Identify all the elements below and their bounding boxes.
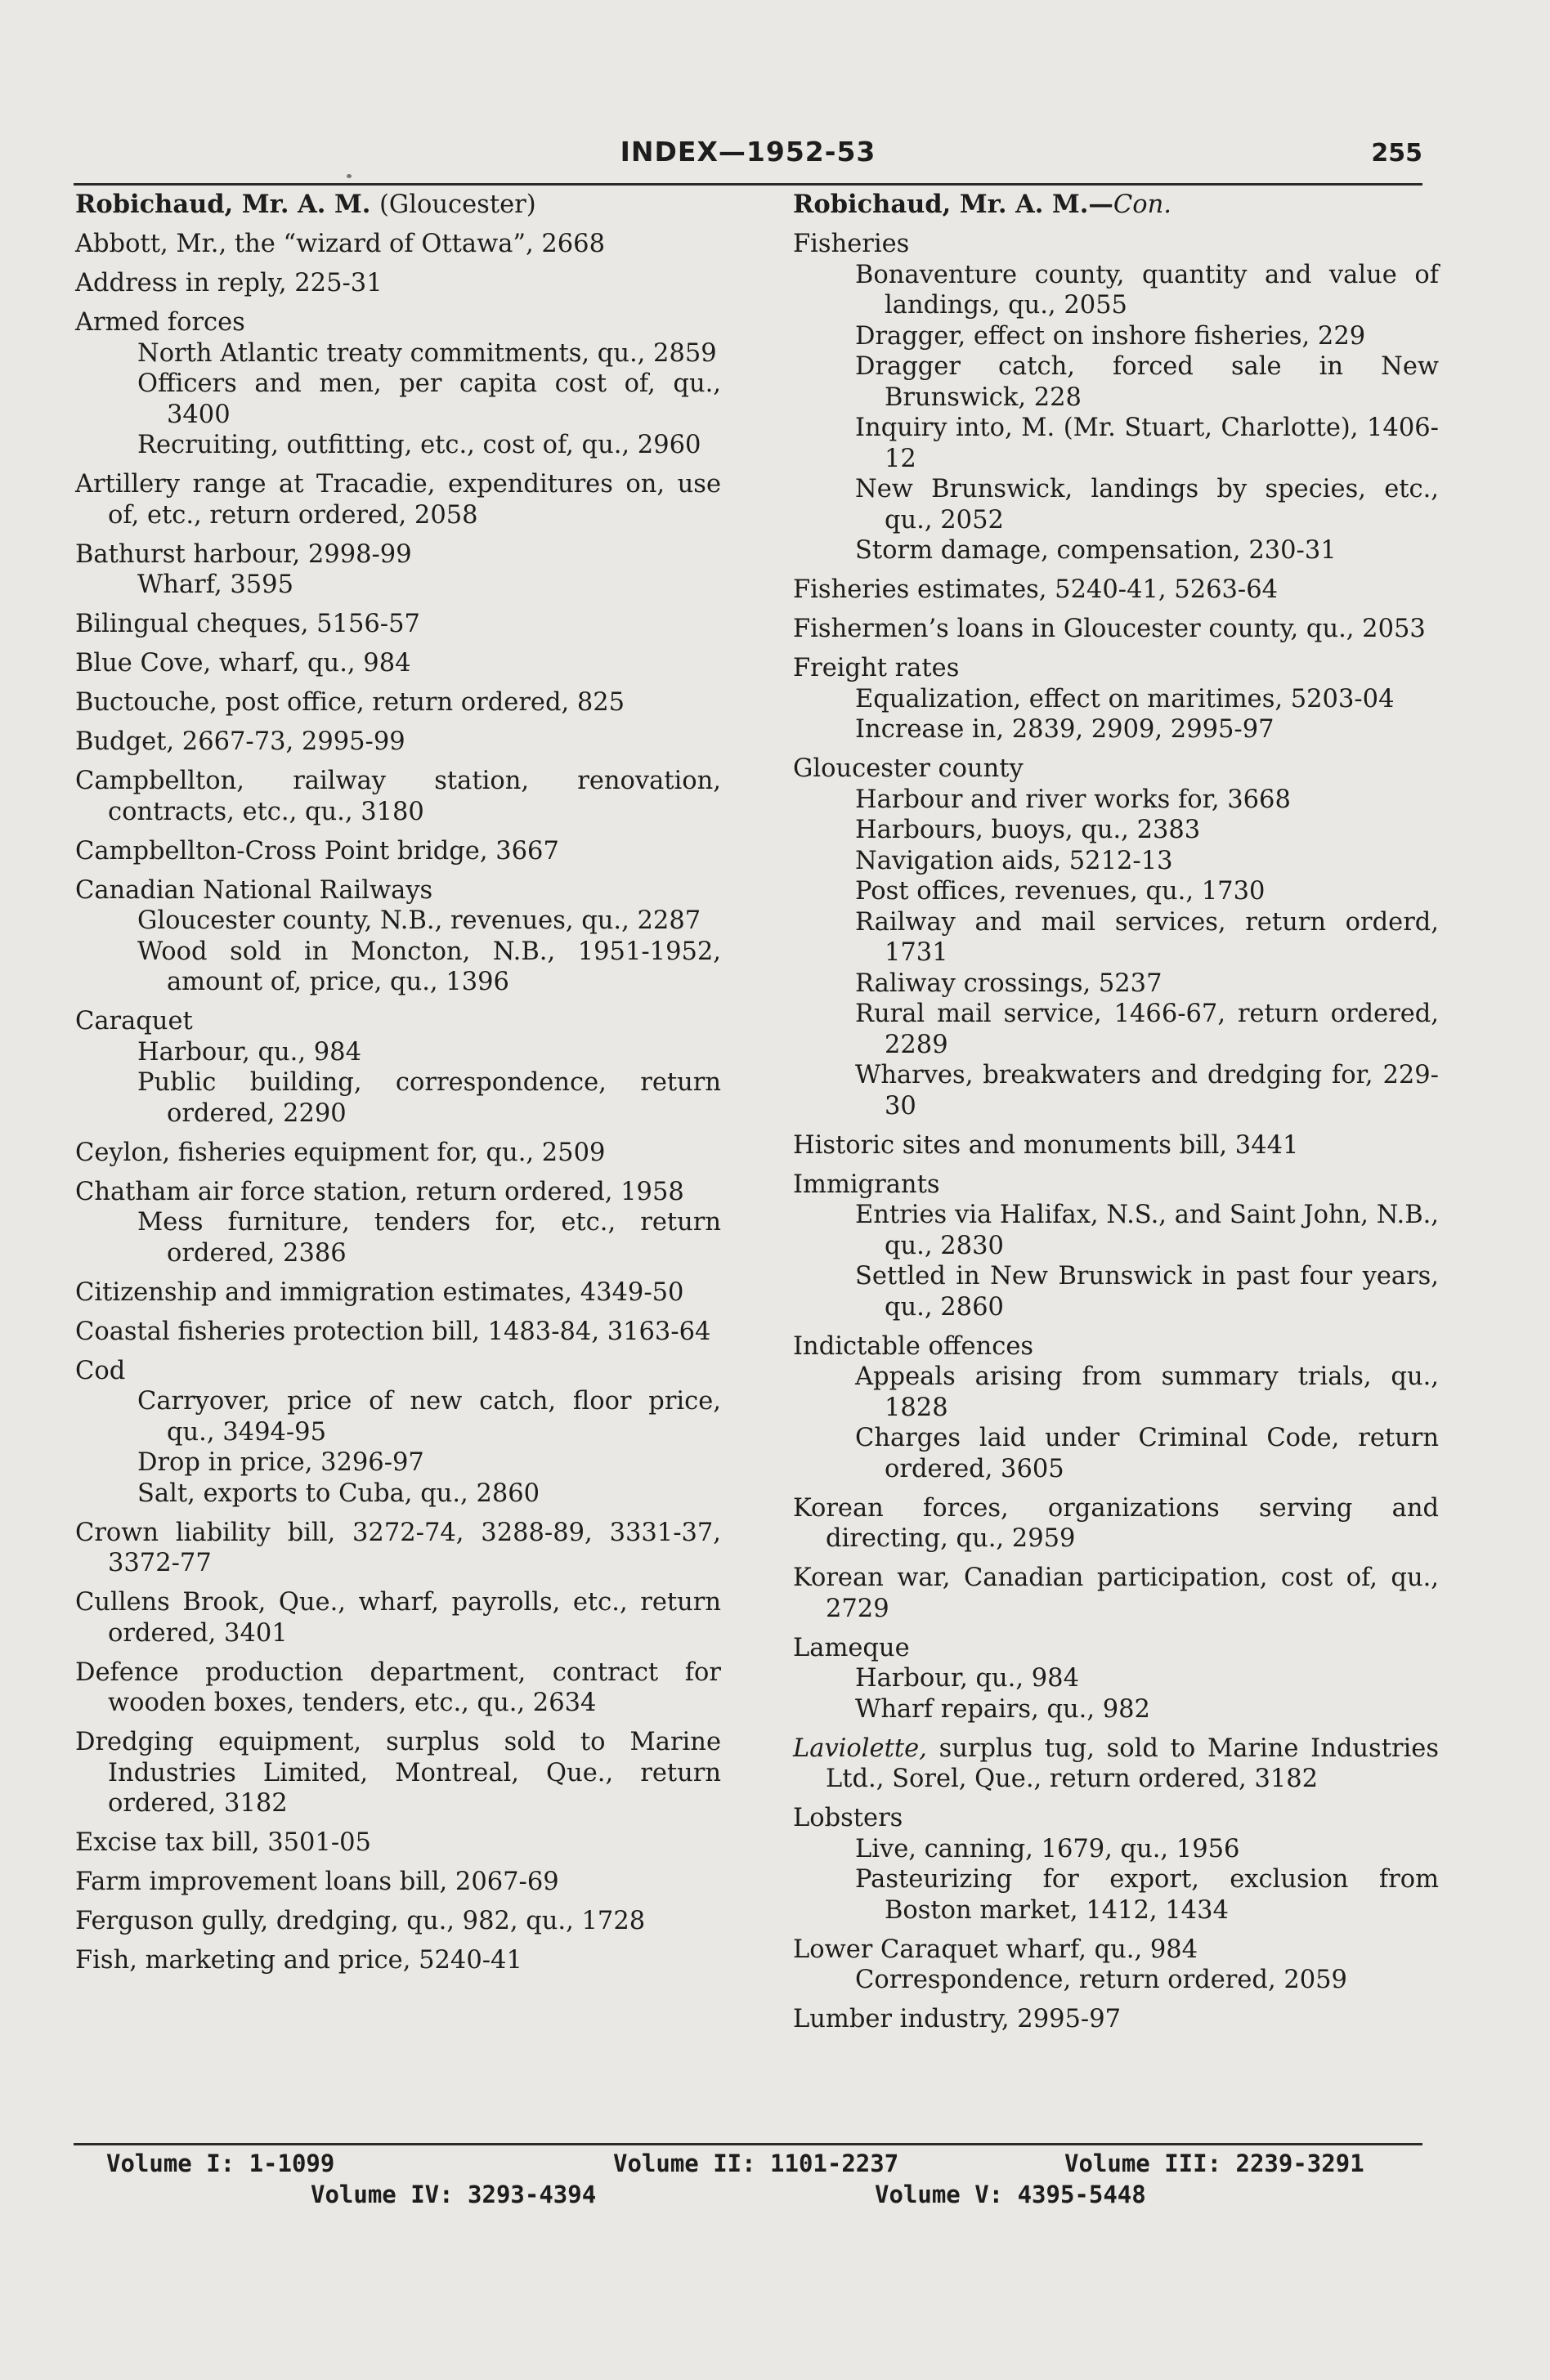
entry-text: Fisheries [793,230,910,258]
index-entry [793,614,1439,645]
index-subentry [75,1386,721,1447]
index-subentry [793,1834,1439,1865]
entry-text: Increase in, 2839, 2909, 2995-97 [855,715,1274,744]
entry-text: Ceylon, fisheries equipment for, qu., 2509 [75,1138,606,1167]
index-entry [793,1734,1439,1795]
entry-text: Raliway crossings, 5237 [855,969,1162,998]
entry-text: Pasteurizing for export, exclusion from Boston market, 1412, 1434 [855,1865,1439,1925]
index-entry [75,609,721,640]
index-subentry [793,876,1439,907]
entry-text: Storm damage, compensation, 230-31 [855,536,1337,565]
entry-text: Lameque [793,1633,910,1662]
page-number: 255 [1371,139,1422,168]
entry-text: Historic sites and monuments bill, 3441 [793,1130,1299,1160]
entry-text: Gloucester county, N.B., revenues, qu., 2287 [137,906,701,935]
index-entry [75,1906,721,1937]
footer-rule [74,2143,1422,2145]
index-entry [793,1331,1439,1362]
index-subentry [75,338,721,369]
entry-text: New Brunswick, landings by species, etc., qu., 2052 [855,475,1439,535]
index-subentry [75,1067,721,1129]
index-entry [75,268,721,299]
index-entry [75,1356,721,1387]
entry-text: Lobsters [793,1804,903,1832]
index-column-right [793,190,1439,2043]
index-entry [75,1006,721,1037]
index-subentry [793,1060,1439,1121]
index-subentry [793,1965,1439,1996]
entry-text: Dredging equipment, surplus sold to Marine Industries Limited, Montreal, Que., return ordered, 3182 [75,1728,721,1818]
index-subentry [793,785,1439,816]
entry-text: Abbott, Mr., the “wizard of Ottawa”, 2668 [75,230,605,258]
volume-5-range: Volume V: 4395-5448 [875,2181,1146,2208]
entry-text: Settled in New Brunswick in past four years, qu., 2860 [855,1262,1439,1322]
heading-name: Robichaud, Mr. A. M. [75,190,371,219]
index-entry [793,1170,1439,1201]
index-entry [793,1803,1439,1834]
entry-text: Coastal fisheries protection bill, 1483-84, 3163-64 [75,1317,711,1346]
entry-text: Railway and mail services, return orderd, 1731 [855,907,1439,967]
entry-text: Caraquet [75,1007,193,1036]
index-subentry [75,570,721,601]
entry-text: Budget, 2667-73, 2995-99 [75,727,405,756]
index-subentry [793,714,1439,745]
entry-text: Buctouche, post office, return ordered, 825 [75,688,625,717]
index-subentry [793,1362,1439,1423]
entry-text: Entries via Halifax, N.S., and Saint John, N.B., qu., 2830 [855,1201,1439,1260]
index-entry [75,307,721,338]
index-entry [75,1138,721,1169]
index-entry [75,469,721,530]
header-rule [74,183,1422,186]
entry-text: Public building, correspondence, return ordered, 2290 [137,1068,721,1128]
entry-text: Campbellton-Cross Point bridge, 3667 [75,836,559,866]
entry-heading-continued [793,190,1439,221]
index-entry [793,1935,1439,1966]
index-entry [793,229,1439,260]
index-entry [793,1130,1439,1161]
entry-text: Korean forces, organizations serving and directing, qu., 2959 [793,1493,1439,1553]
entry-text: Wood sold in Moncton, N.B., 1951-1952, amount of, price, qu., 1396 [137,937,721,996]
index-subentry [793,969,1439,1000]
entry-text: Lower Caraquet wharf, qu., 984 [793,1935,1198,1964]
entry-text: Fishermen’s loans in Gloucester county, qu., 2053 [793,615,1426,643]
entry-heading [75,190,721,221]
index-subentry [793,907,1439,969]
volume-4-range: Volume IV: 3293-4394 [311,2181,597,2208]
entry-text: Fisheries estimates, 5240-41, 5263-64 [793,575,1279,604]
entry-text: Cod [75,1356,126,1385]
entry-text: Navigation aids, 5212-13 [855,846,1173,875]
entry-text: Drop in price, 3296-97 [137,1448,424,1477]
index-entry [75,229,721,260]
entry-text: Immigrants [793,1170,940,1199]
entry-text: Canadian National Railways [75,875,433,905]
index-entry [75,687,721,718]
entry-text: Harbour, qu., 984 [137,1037,361,1067]
index-subentry [793,1261,1439,1322]
entry-text: Salt, exports to Cuba, qu., 2860 [137,1479,540,1508]
entry-text: Harbours, buoys, qu., 2383 [855,816,1201,844]
index-entry [75,836,721,867]
index-column-left [75,190,721,1984]
entry-text: Chatham air force station, return ordered, 1958 [75,1177,684,1206]
entry-text: Officers and men, per capita cost of, qu., 3400 [137,369,721,429]
entry-text: Wharf, 3595 [137,570,293,599]
index-entry [75,727,721,758]
index-entry [75,1317,721,1348]
index-entry [793,2004,1439,2035]
entry-text: Appeals arising from summary trials, qu., 1828 [855,1362,1439,1422]
index-entry [75,1727,721,1819]
index-subentry [75,1447,721,1479]
index-subentry [793,1200,1439,1261]
right-entry-list [793,229,1439,2035]
index-entry [793,1633,1439,1664]
heading-name: Robichaud, Mr. A. M.— [793,190,1113,219]
index-subentry [793,846,1439,877]
entry-text: Crown liability bill, 3272-74, 3288-89, 3331-37, 3372-77 [75,1518,721,1577]
entry-italic-lead: Laviolette, [793,1734,927,1763]
entry-text: Cullens Brook, Que., wharf, payrolls, etc., return ordered, 3401 [75,1588,721,1648]
index-subentry [793,1694,1439,1725]
entry-text: Gloucester county [793,754,1024,783]
entry-text: Lumber industry, 2995-97 [793,2005,1122,2033]
index-subentry [793,474,1439,535]
entry-text: Bathurst harbour, 2998-99 [75,539,412,569]
entry-text: Armed forces [75,308,245,337]
entry-text: Address in reply, 225-31 [75,269,383,298]
index-entry [75,648,721,679]
index-entry [75,1658,721,1719]
index-subentry [75,430,721,461]
index-entry [75,766,721,827]
index-subentry [793,1864,1439,1926]
index-subentry [793,260,1439,321]
entry-text: Campbellton, railway station, renovation, contracts, etc., qu., 3180 [75,767,721,826]
volume-3-range: Volume III: 2239-3291 [1064,2150,1364,2177]
index-subentry [793,684,1439,715]
entry-text: North Atlantic treaty commitments, qu., 2859 [137,338,717,368]
index-subentry [75,937,721,998]
index-entry [75,1277,721,1309]
index-subentry [793,321,1439,352]
index-entry [75,875,721,906]
entry-text: Citizenship and immigration estimates, 4349-50 [75,1277,684,1307]
volume-2-range: Volume II: 1101-2237 [613,2150,899,2177]
entry-text: Freight rates [793,654,960,682]
index-subentry [793,815,1439,846]
entry-text: Wharves, breakwaters and dredging for, 229-30 [855,1061,1439,1121]
entry-text: Korean war, Canadian participation, cost of, qu., 2729 [793,1564,1439,1623]
index-subentry [75,1479,721,1510]
index-subentry [793,413,1439,474]
entry-text: Carryover, price of new catch, floor price, qu., 3494-95 [137,1387,721,1447]
index-subentry [75,906,721,937]
index-entry [793,575,1439,606]
index-subentry [793,535,1439,566]
index-subentry [793,1423,1439,1484]
index-entry [75,539,721,570]
entry-text: Excise tax bill, 3501-05 [75,1828,371,1857]
entry-text: Charges laid under Criminal Code, return ordered, 3605 [855,1424,1439,1483]
entry-text: surplus tug, sold to Marine Industries Ltd., Sorel, Que., return ordered, 3182 [826,1734,1439,1793]
index-subentry [75,369,721,430]
index-subentry [793,1663,1439,1694]
index-entry [793,754,1439,785]
entry-text: Mess furniture, tenders for, etc., return ordered, 2386 [137,1208,721,1268]
entry-text: Dragger, effect on inshore fisheries, 229 [855,321,1366,351]
index-subentry [793,999,1439,1060]
index-entry [793,1563,1439,1624]
entry-text: Harbour and river works for, 3668 [855,785,1291,814]
entry-text: Post offices, revenues, qu., 1730 [855,877,1266,906]
entry-text: Equalization, effect on maritimes, 5203-04 [855,684,1395,714]
index-entry [793,1493,1439,1555]
entry-text: Correspondence, return ordered, 2059 [855,1966,1347,1994]
entry-text: Indictable offences [793,1331,1034,1361]
print-speck [347,174,352,178]
entry-text: Defence production department, contract for wooden boxes, tenders, etc., qu., 2634 [75,1658,721,1717]
left-entry-list [75,229,721,1976]
index-entry [75,1177,721,1208]
entry-text: Harbour, qu., 984 [855,1664,1079,1693]
volume-footer [74,2150,1422,2215]
index-entry [75,1945,721,1976]
index-entry [75,1828,721,1859]
entry-text: Blue Cove, wharf, qu., 984 [75,649,411,678]
entry-text: Recruiting, outfitting, etc., cost of, qu., 2960 [137,431,701,459]
index-entry [75,1518,721,1579]
entry-text: Bilingual cheques, 5156-57 [75,610,420,638]
entry-text: Rural mail service, 1466-67, return ordered, 2289 [855,1000,1439,1059]
entry-text: Dragger catch, forced sale in New Brunswick, 228 [855,352,1439,412]
entry-text: Artillery range at Tracadie, expenditures on, use of, etc., return ordered, 2058 [75,470,721,530]
index-subentry [75,1207,721,1268]
index-entry [75,1587,721,1649]
heading-continued-note: Con. [1113,190,1171,219]
entry-text: Fish, marketing and price, 5240-41 [75,1946,522,1975]
volume-1-range: Volume I: 1-1099 [106,2150,335,2177]
page-header [74,132,1422,181]
entry-text: Wharf repairs, qu., 982 [855,1694,1150,1724]
entry-text: Farm improvement loans bill, 2067-69 [75,1868,559,1896]
index-entry [75,1867,721,1898]
index-subentry [793,351,1439,413]
heading-constituency: (Gloucester) [379,190,536,219]
index-entry [793,653,1439,684]
index-subentry [75,1037,721,1068]
entry-text: Bonaventure county, quantity and value of landings, qu., 2055 [855,260,1439,320]
entry-text: Inquiry into, M. (Mr. Stuart, Charlotte), 1406-12 [855,414,1439,473]
entry-text: Ferguson gully, dredging, qu., 982, qu., 1728 [75,1907,646,1935]
entry-text: Live, canning, 1679, qu., 1956 [855,1834,1240,1863]
running-title: INDEX—1952-53 [620,136,876,168]
